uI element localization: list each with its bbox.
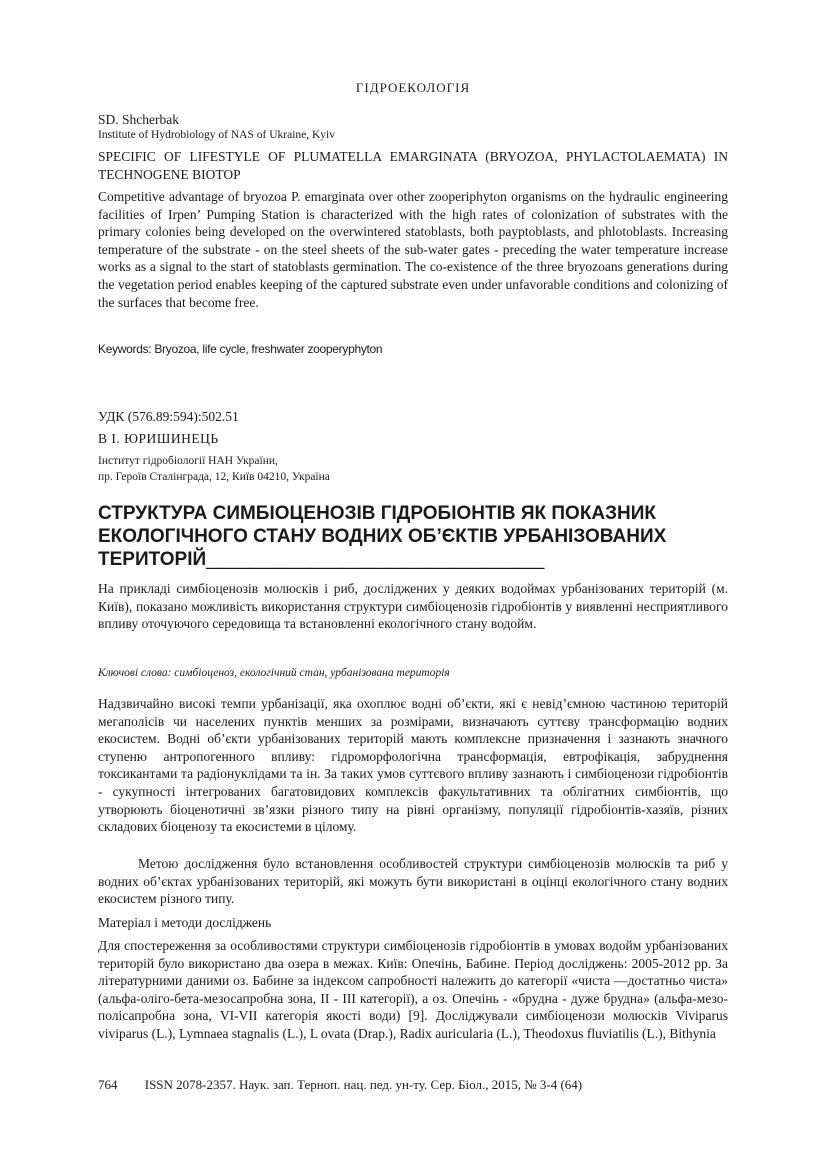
author-en: SD. Shcherbak: [98, 112, 179, 127]
page-number: 764: [98, 1077, 118, 1092]
author-uk: В І. ЮРИШИНЕЦЬ: [98, 431, 219, 446]
paragraph-methods: Для спостереження за особливостями структури симбіоценозів гідробіонтів в умовах водойм урбанізованих територій було використано два озера в межах. Київ: Опечінь, Бабине. Період досліджень: 2005-2012 рр. За літературними даними оз. Бабине за індексом сапробності належить до категорії «чиста —достатньо чиста» (альфа-оліго-бета-мезосапробна зона, II - III категорії), а оз. Опечінь - «брудна - дуже брудна» (альфа-мезо-полісапробна зона, VI-VII категорія якості води) [9]. Досліджували симбіоценози молюсків Viviparus viviparus (L.), Lymnaea stagnalis (L.), L ovata (Drap.), Radix auricularia (L.), Theodoxus fluviatilis (L.), Bithynia: [98, 938, 728, 1041]
keywords-uk: Ключові слова: симбіоценоз, екологічний стан, урбанізована територія: [98, 667, 450, 679]
affiliation-uk-line1: Інститут гідробіології НАН України,: [98, 455, 278, 467]
paragraph-aim: Метою дослідження було встановлення особливостей структури симбіоценозів молюсків та риб у водних об’єктах урбанізованих територій, які можуть бути використані в оцінці екологічного стану водних екосистем різного типу.: [98, 856, 728, 907]
udc-code: УДК (576.89:594):502.51: [98, 409, 239, 424]
methods-heading: Матеріал і методи досліджень: [98, 915, 272, 930]
keywords-en: Keywords: Bryozoa, life cycle, freshwater zooperyphyton: [98, 342, 383, 356]
article-title-en: SPECIFIC OF LIFESTYLE OF PLUMATELLA EMARGINATA (BRYOZOA, PHYLACTOLAEMATA) IN TECHNOGENE BIOTOP: [98, 149, 728, 182]
article-title-uk: [98, 502, 728, 571]
article-title-uk-text: СТРУКТУРА СИМБІОЦЕНОЗІВ ГІДРОБІОНТІВ ЯК ПОКАЗНИК ЕКОЛОГІЧНОГО СТАНУ ВОДНИХ ОБ’ЄКТІВ УРБАНІЗОВАНИХ ТЕРИТОРІЙ: [98, 503, 667, 570]
page-footer: [98, 1077, 728, 1093]
section-heading: ГІДРОЕКОЛОГІЯ: [355, 80, 471, 95]
abstract-en: Competitive advantage of bryozoa P. emarginata over other zooperiphyton organisms on the hydraulic engineering facilities of Irpen’ Pumping Station is characterized with the high rates of colonization of substrates with the primary colonies being developed on the overwintered statoblasts, both payptoblasts, and phlotoblasts. Increasing temperature of the substrate - on the steel sheets of the sub-water gates - preceding the water temperature increase works as a signal to the start of statoblasts germination. The co-existence of the three bryozoans generations during the vegetation period enables keeping of the captured substrate even under unfavorable conditions and colonizing of the surfaces that become free.: [98, 189, 728, 310]
abstract-uk: На прикладі симбіоценозів молюсків і риб, досліджених у деяких водоймах урбанізованих територій (м. Київ), показано можливість використання структури симбіоценозів гідробіонтів у виявленні несприятливого впливу оточуючого середовища та встановленні екологічного стану водойм.: [98, 581, 728, 632]
title-rule: ________________________________: [206, 549, 545, 570]
affiliation-en: Institute of Hydrobiology of NAS of Ukraine, Kyiv: [98, 129, 335, 141]
journal-citation: ISSN 2078-2357. Наук. зап. Терноп. нац. пед. ун-ту. Сер. Біол., 2015, № 3-4 (64): [144, 1077, 583, 1092]
affiliation-uk-line2: пр. Героїв Сталінграда, 12, Київ 04210, Україна: [98, 471, 330, 483]
paragraph-intro: Надзвичайно високі темпи урбанізації, яка охоплює водні об’єкти, які є невід’ємною частиною територій мегаполісів чи населених пунктів менших за розмірами, визначають суттєву трансформацію водних екосистем. Водні об’єкти урбанізованих територій мають комплексне призначення і зазнають значного ступеню антропогенного впливу: гідроморфологічна трансформація, евтрофікація, забруднення токсикантами та радіонуклідами та ін. За таких умов суттєвого впливу зазнають і симбіоценози гідробіонтів - сукупності інтегрованих багатовидових комплексів факультативних та облігатних симбіонтів, що утворюють біоценотичні зв’язки різного типу на рівні організму, популяції гідробіонтів-хазяїв, різних складових біоценозу та екосистеми в цілому.: [98, 696, 728, 835]
